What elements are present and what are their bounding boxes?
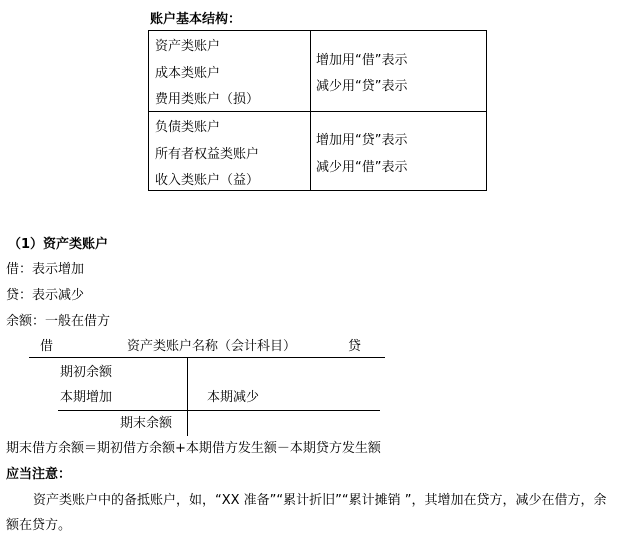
debit-description: 借：表示增加 bbox=[6, 262, 85, 277]
note-text-line-2: 额在贷方。 bbox=[6, 518, 72, 533]
table-column-divider bbox=[310, 31, 311, 190]
account-type-expense: 费用类账户（损） bbox=[155, 92, 260, 107]
balance-description: 余额：一般在借方 bbox=[6, 314, 111, 329]
account-type-liability: 负债类账户 bbox=[155, 120, 221, 135]
rule-decrease-credit: 减少用“贷”表示 bbox=[316, 79, 408, 94]
rule-decrease-debit: 减少用“借”表示 bbox=[316, 160, 408, 175]
t-account-increase: 本期增加 bbox=[60, 390, 113, 405]
balance-formula: 期末借方余额＝期初借方余额+本期借方发生额－本期贷方发生额 bbox=[6, 441, 381, 456]
credit-description: 贷：表示减少 bbox=[6, 288, 85, 303]
rule-increase-debit: 增加用“借”表示 bbox=[316, 53, 408, 68]
section-heading: （1）资产类账户 bbox=[8, 237, 109, 252]
t-account-credit-label: 贷 bbox=[348, 339, 362, 354]
account-type-equity: 所有者权益类账户 bbox=[155, 147, 260, 162]
t-account-center-line bbox=[187, 358, 188, 436]
table-row-divider bbox=[149, 111, 486, 112]
t-account-opening-balance: 期初余额 bbox=[60, 365, 113, 380]
account-type-revenue: 收入类账户（益） bbox=[155, 173, 260, 188]
account-structure-table bbox=[148, 30, 487, 191]
rule-increase-credit: 增加用“贷”表示 bbox=[316, 133, 408, 148]
t-account-balance-line bbox=[58, 410, 380, 411]
account-type-asset: 资产类账户 bbox=[155, 39, 221, 54]
t-account-decrease: 本期减少 bbox=[207, 390, 260, 405]
t-account-title: 资产类账户名称（会计科目） bbox=[127, 339, 297, 354]
t-account-closing-balance: 期末余额 bbox=[120, 416, 173, 431]
account-type-cost: 成本类账户 bbox=[155, 66, 221, 81]
t-account-top-line bbox=[29, 357, 385, 358]
structure-title: 账户基本结构： bbox=[150, 12, 242, 27]
t-account-debit-label: 借 bbox=[40, 339, 54, 354]
note-text-line-1: 资产类账户中的备抵账户，如，“XX 准备”“累计折旧”“累计摊销 ”，其增加在贷方，减少在借方，余 bbox=[33, 493, 607, 508]
note-heading: 应当注意： bbox=[6, 467, 72, 482]
